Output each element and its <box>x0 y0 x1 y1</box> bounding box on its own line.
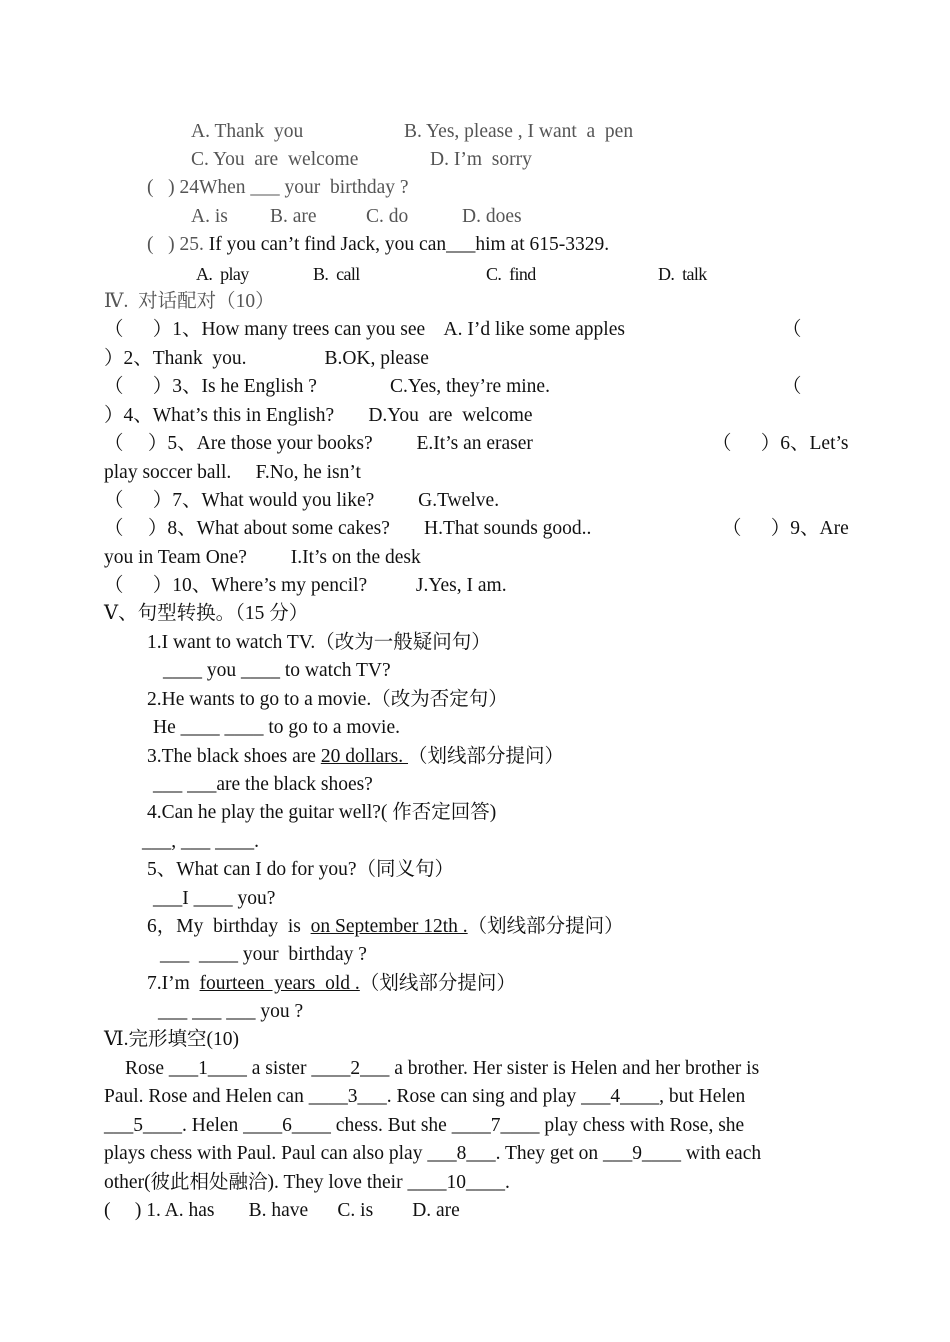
transform-q1: 1.I want to watch TV.（改为一般疑问句） <box>147 632 491 653</box>
matching-line: （ ）7、What would you like? G.Twelve. <box>104 490 500 511</box>
transform-q7-text: 7.I’m <box>147 973 200 994</box>
transform-q1-answer: ____ you ____ to watch TV? <box>163 660 391 681</box>
transform-q7-answer: ___ ___ ___ you ? <box>158 1001 304 1022</box>
cloze-line: Paul. Rose and Helen can ____3___. Rose can sing and play ___4____, but Helen <box>104 1086 746 1107</box>
q25-option-c: C. find <box>486 264 536 284</box>
transform-q5-answer: ___I ____ you? <box>153 888 276 909</box>
q24-stem: ( ) 24When ___ your birthday ? <box>147 177 409 198</box>
q24-option-b: B. are <box>270 206 317 227</box>
transform-q2: 2.He wants to go to a movie.（改为否定句） <box>147 689 508 710</box>
matching-line: （ <box>782 376 802 397</box>
q24-option-c: C. do <box>366 206 409 227</box>
transform-q3-text: 3.The black shoes are <box>147 746 321 767</box>
q25-text: If you can’t find Jack, you can___him at 615-3329. <box>203 234 610 255</box>
transform-q6 <box>147 913 624 941</box>
q25-option-b: B. call <box>313 264 360 284</box>
underlined-phrase: 20 dollars. <box>320 746 409 767</box>
cloze-q1: ( ) 1. A. has B. have C. is D. are <box>104 1200 460 1221</box>
cloze-line: plays chess with Paul. Paul can also play ___8___. They get on ___9____ with each <box>104 1143 762 1164</box>
transform-q6-text: 6，My birthday is <box>147 916 311 937</box>
transform-q6-answer: ___ ____ your birthday ? <box>160 944 367 965</box>
matching-line: （ ）9、Are <box>722 518 849 539</box>
q24-option-d: D. does <box>462 206 522 227</box>
transform-q5: 5、What can I do for you?（同义句） <box>147 859 455 880</box>
q23-option-c: C. You are welcome <box>191 149 359 170</box>
q25-option-a: A. play <box>196 264 249 284</box>
matching-line: （ ）10、Where’s my pencil? J.Yes, I am. <box>104 575 507 596</box>
transform-q7-instruction: （划线部分提问） <box>359 973 516 994</box>
q23-option-d: D. I’m sorry <box>430 149 532 170</box>
q23-option-b: B. Yes, please , I want a pen <box>404 121 634 142</box>
underlined-phrase: fourteen years old . <box>199 973 360 994</box>
matching-line: ）2、Thank you. B.OK, please <box>104 348 429 369</box>
matching-line: （ ）8、What about some cakes? H.That sounds good.. <box>104 518 592 539</box>
transform-q7 <box>147 970 516 998</box>
q25-stem <box>147 231 609 259</box>
matching-line: ）4、What’s this in English? D.You are welcome <box>104 405 533 426</box>
transform-q3-instruction: （划线部分提问） <box>408 746 565 767</box>
matching-line: （ ）1、How many trees can you see A. I’d like some apples <box>104 319 625 340</box>
matching-line: play soccer ball. F.No, he isn’t <box>104 462 361 483</box>
transform-q3-answer: ___ ___are the black shoes? <box>153 774 373 795</box>
matching-line: （ <box>782 319 802 340</box>
matching-line: you in Team One? I.It’s on the desk <box>104 547 421 568</box>
underlined-phrase: on September 12th . <box>310 916 468 937</box>
cloze-line: ___5____. Helen ____6____ chess. But she ____7____ play chess with Rose, she <box>104 1115 745 1136</box>
section4-title: Ⅳ. 对话配对（10） <box>104 291 275 312</box>
matching-line: （ ）5、Are those your books? E.It’s an eraser <box>104 433 533 454</box>
transform-q4: 4.Can he play the guitar well?( 作否定回答) <box>147 802 497 823</box>
matching-line: （ ）3、Is he English ? C.Yes, they’re mine. <box>104 376 550 397</box>
transform-q4-answer: ___, ___ ____. <box>142 831 259 852</box>
q25-option-d: D. talk <box>658 264 707 284</box>
q25-number: ( ) 25. <box>147 234 204 255</box>
transform-q6-instruction: （划线部分提问） <box>467 916 624 937</box>
cloze-line: other(彼此相处融洽). They love their ____10____. <box>104 1172 510 1193</box>
cloze-line: Rose ___1____ a sister ____2___ a brother. Her sister is Helen and her brother is <box>125 1058 760 1079</box>
section6-title: Ⅵ.完形填空(10) <box>104 1029 239 1050</box>
transform-q2-answer: He ____ ____ to go to a movie. <box>153 717 400 738</box>
q23-option-a: A. Thank you <box>191 121 304 142</box>
section5-title: Ⅴ、句型转换。（15 分） <box>104 603 309 624</box>
q24-option-a: A. is <box>191 206 228 227</box>
transform-q3 <box>147 743 564 771</box>
matching-line: （ ）6、Let’s <box>712 433 849 454</box>
